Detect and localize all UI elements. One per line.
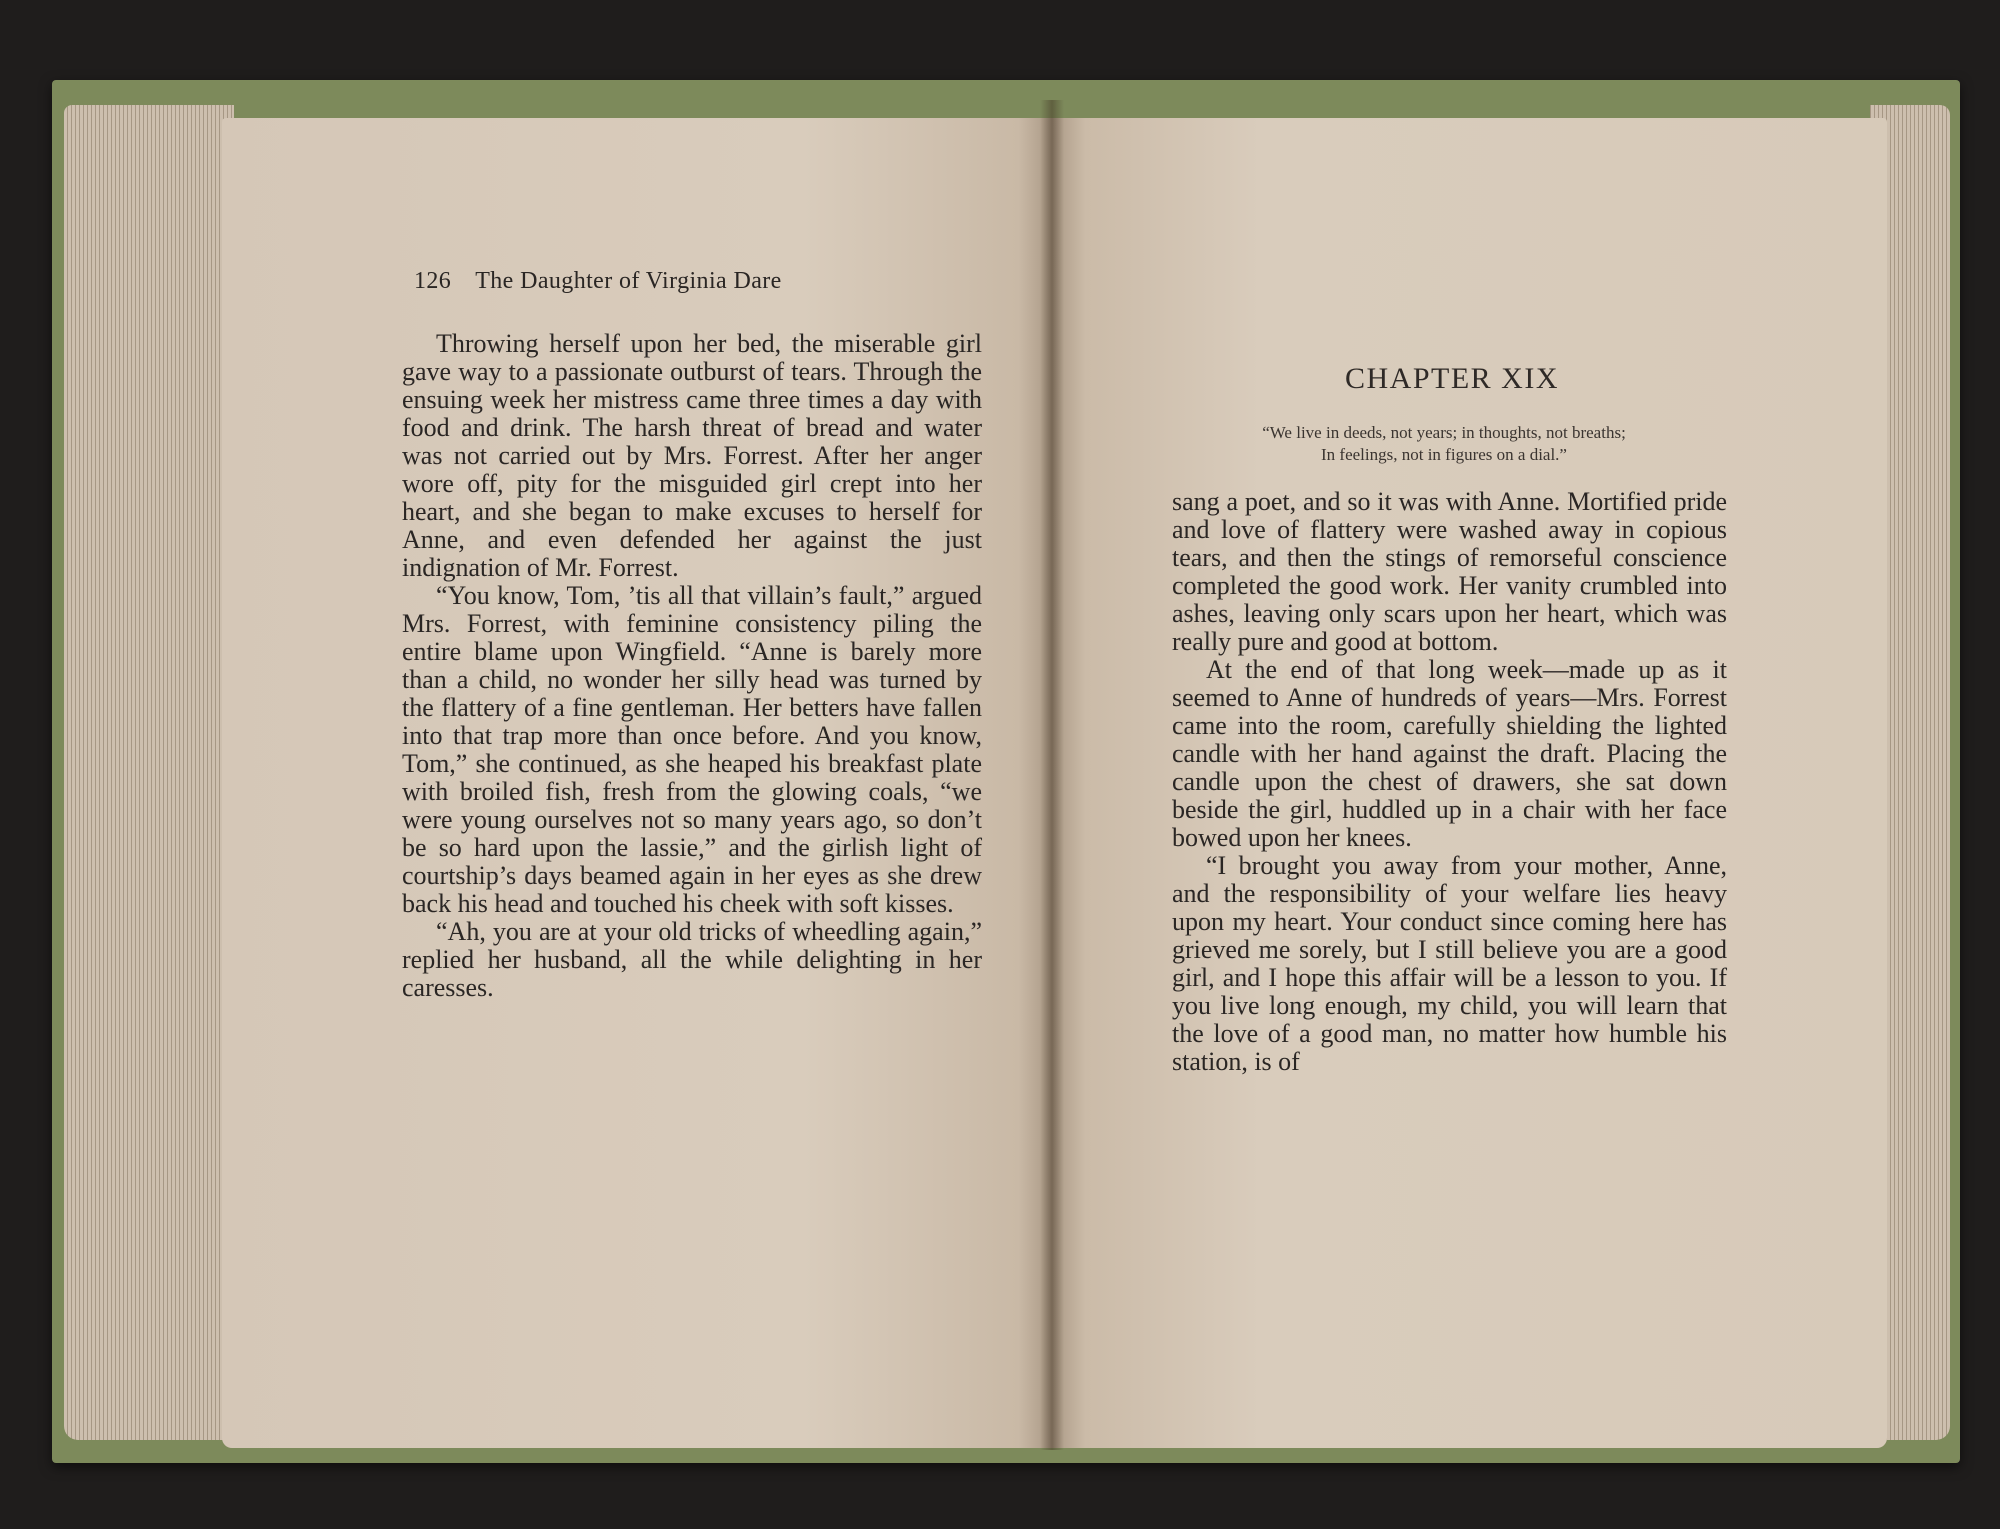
epigraph-line: “We live in deeds, not years; in thoughts, not breaths;: [1262, 423, 1626, 442]
running-header: [414, 268, 974, 295]
chapter-title: CHAPTER XIX: [1344, 362, 1559, 395]
paragraph: “Ah, you are at your old tricks of wheedling again,” replied her husband, all the while delighting in her caresses.: [402, 917, 982, 1002]
running-title: The Daughter of Virginia Dare: [475, 268, 782, 294]
paragraph: “You know, Tom, ’tis all that villain’s fault,” argued Mrs. Forrest, with feminine consistency piling the entire blame upon Wingfield. “Anne is barely more than a child, no wonder her silly head was turned by the flattery of a fine gentleman. Her betters have fallen into that trap more than once before. And you know, Tom,” she continued, as she heaped his breakfast plate with broiled fish, fresh from the glowing coals, “we were young ourselves not so many years ago, so don’t be so hard upon the lassie,” and the girlish light of courtship’s days beamed again in her eyes as she drew back his head and touched his cheek with soft kisses.: [402, 581, 982, 918]
right-page: [1052, 118, 1887, 1448]
epigraph: [1164, 422, 1724, 466]
page-edges-left: [64, 105, 234, 1440]
page-number: 126: [414, 268, 452, 294]
paragraph: “I brought you away from your mother, Anne, and the responsibility of your welfare lies heavy upon my heart. Your conduct since coming here has grieved me sorely, but I still believe you are a good girl, and I hope this affair will be a lesson to you. If you live long enough, my child, you will learn that the love of a good man, no matter how humble his station, is of: [1172, 851, 1727, 1076]
paragraph: At the end of that long week—made up as it seemed to Anne of hundreds of years—Mrs. Forrest came into the room, carefully shielding the lighted candle with her hand against the draft. Placing the candle upon the chest of drawers, she sat down beside the girl, huddled up in a chair with her face bowed upon her knees.: [1172, 655, 1727, 852]
paragraph: Throwing herself upon her bed, the miserable girl gave way to a passionate outburst of tears. Through the ensuing week her mistress came three times a day with food and drink. The harsh threat of bread and water was not carried out by Mrs. Forrest. After her anger wore off, pity for the misguided girl crept into her heart, and she began to make excuses to herself for Anne, and even defended her against the just indignation of Mr. Forrest.: [402, 329, 982, 582]
right-page-text: [1172, 488, 1727, 1076]
paragraph: sang a poet, and so it was with Anne. Mortified pride and love of flattery were washed away in copious tears, and then the stings of remorseful conscience completed the good work. Her vanity crumbled into ashes, leaving only scars upon her heart, which was really pure and good at bottom.: [1172, 487, 1727, 656]
epigraph-line: In feelings, not in figures on a dial.”: [1321, 445, 1567, 464]
left-page: [222, 118, 1052, 1448]
left-page-text: [402, 330, 982, 1002]
book-gutter: [1040, 100, 1064, 1450]
